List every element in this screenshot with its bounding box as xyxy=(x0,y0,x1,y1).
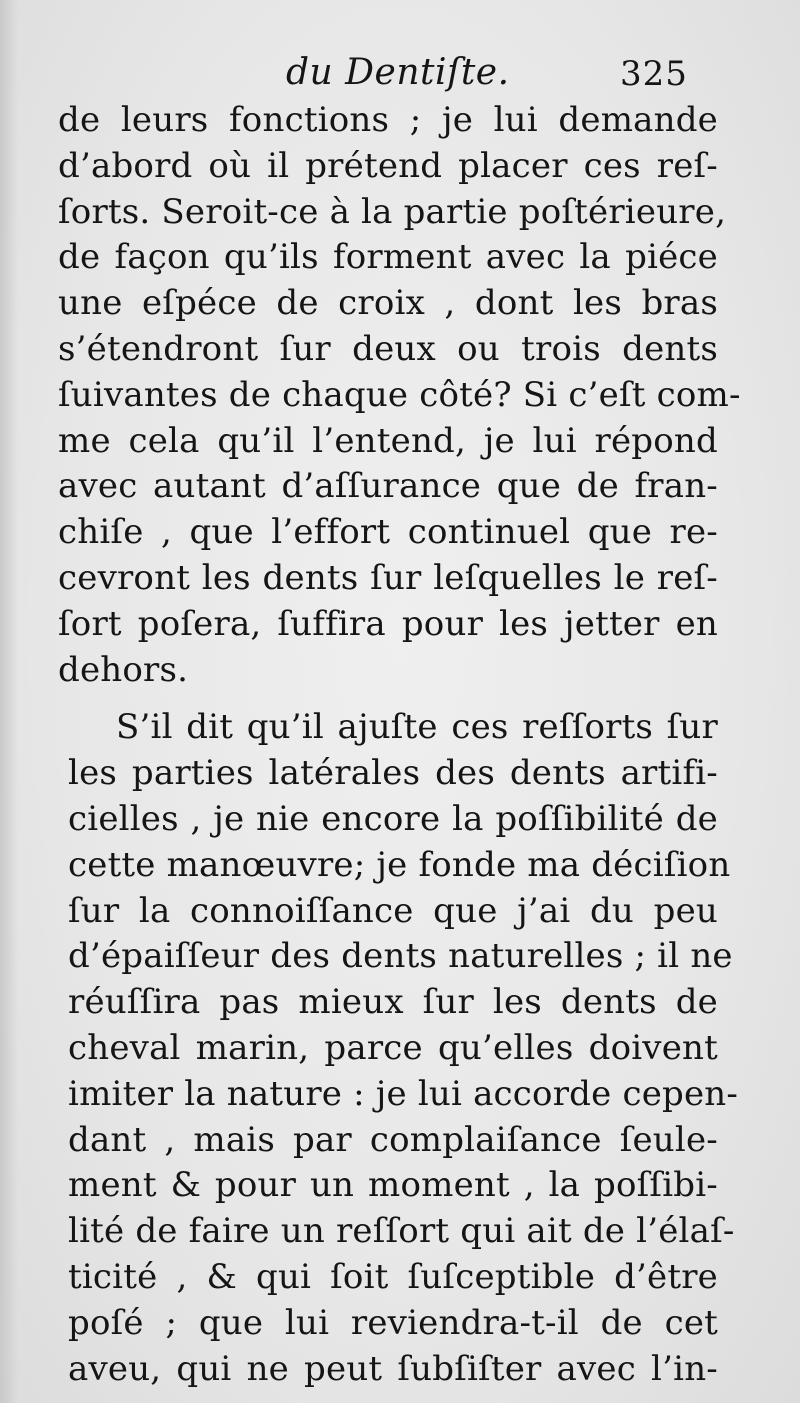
text-line: ſur la connoiſſance que j’ai du peu xyxy=(68,890,718,931)
paragraph-gap xyxy=(58,693,718,705)
text-line: ticité , & qui ſoit ſuſceptible d’être xyxy=(68,1256,718,1297)
text-line: dant , mais par complaiſance ſeule- xyxy=(68,1119,718,1160)
page-number: 325 xyxy=(620,54,688,94)
text-line: S’il dit qu’il ajuſte ces reſſorts ſur xyxy=(116,707,718,748)
text-line: d’épaiſſeur des dents naturelles ; il ne xyxy=(68,936,733,977)
running-head xyxy=(0,52,800,102)
page-edge-shadow xyxy=(0,0,18,1403)
text-line: une eſpéce de croix , dont les bras xyxy=(58,283,718,324)
body-text xyxy=(58,98,741,1392)
text-line: lité de faire un reſſort qui ait de l’élaſ- xyxy=(68,1211,735,1252)
text-line: avec autant d’aſſurance que de fran- xyxy=(58,466,718,507)
text-line: imiter la nature : je lui accorde cepen- xyxy=(68,1073,739,1114)
text-line: de leurs fonctions ; je lui demande xyxy=(58,100,718,140)
text-line: cevront les dents ſur leſquelles le reſ- xyxy=(58,557,718,598)
text-line: me cela qu’il l’entend, je lui répond xyxy=(58,420,718,461)
running-title: du Dentiſte. xyxy=(286,52,510,93)
text-line: ſort poſera, ſuffira pour les jetter en xyxy=(58,603,718,644)
text-line: cielles , je nie encore la poſſibilité de xyxy=(68,798,718,839)
text-line: réuſſira pas mieux ſur les dents de xyxy=(68,982,718,1023)
text-line: cheval marin, parce qu’elles doivent xyxy=(68,1027,718,1068)
text-line: s’étendront ſur deux ou trois dents xyxy=(58,328,718,369)
paragraph-2 xyxy=(58,705,739,1392)
text-line: chiſe , que l’effort continuel que re- xyxy=(58,512,718,553)
text-line: d’abord où il prétend placer ces reſ- xyxy=(58,145,718,186)
text-line: les parties latérales des dents artifi- xyxy=(68,753,718,794)
text-line: aveu, qui ne peut ſubſiſter avec l’in- xyxy=(68,1348,718,1389)
text-line: poſé ; que lui reviendra-t-il de cet xyxy=(68,1302,718,1343)
text-line: ſorts. Seroit-ce à la partie poſtérieure, xyxy=(58,191,727,232)
text-line: ſuivantes de chaque côté? Si c’eſt com- xyxy=(58,374,741,415)
text-line: cette manœuvre; je fonde ma déciſion xyxy=(68,844,731,885)
text-line: ment & pour un moment , la poſſibi- xyxy=(68,1165,718,1206)
text-line: de façon qu’ils forment avec la piéce xyxy=(58,237,718,278)
paragraph-1 xyxy=(58,98,741,693)
text-line: dehors. xyxy=(58,649,189,690)
